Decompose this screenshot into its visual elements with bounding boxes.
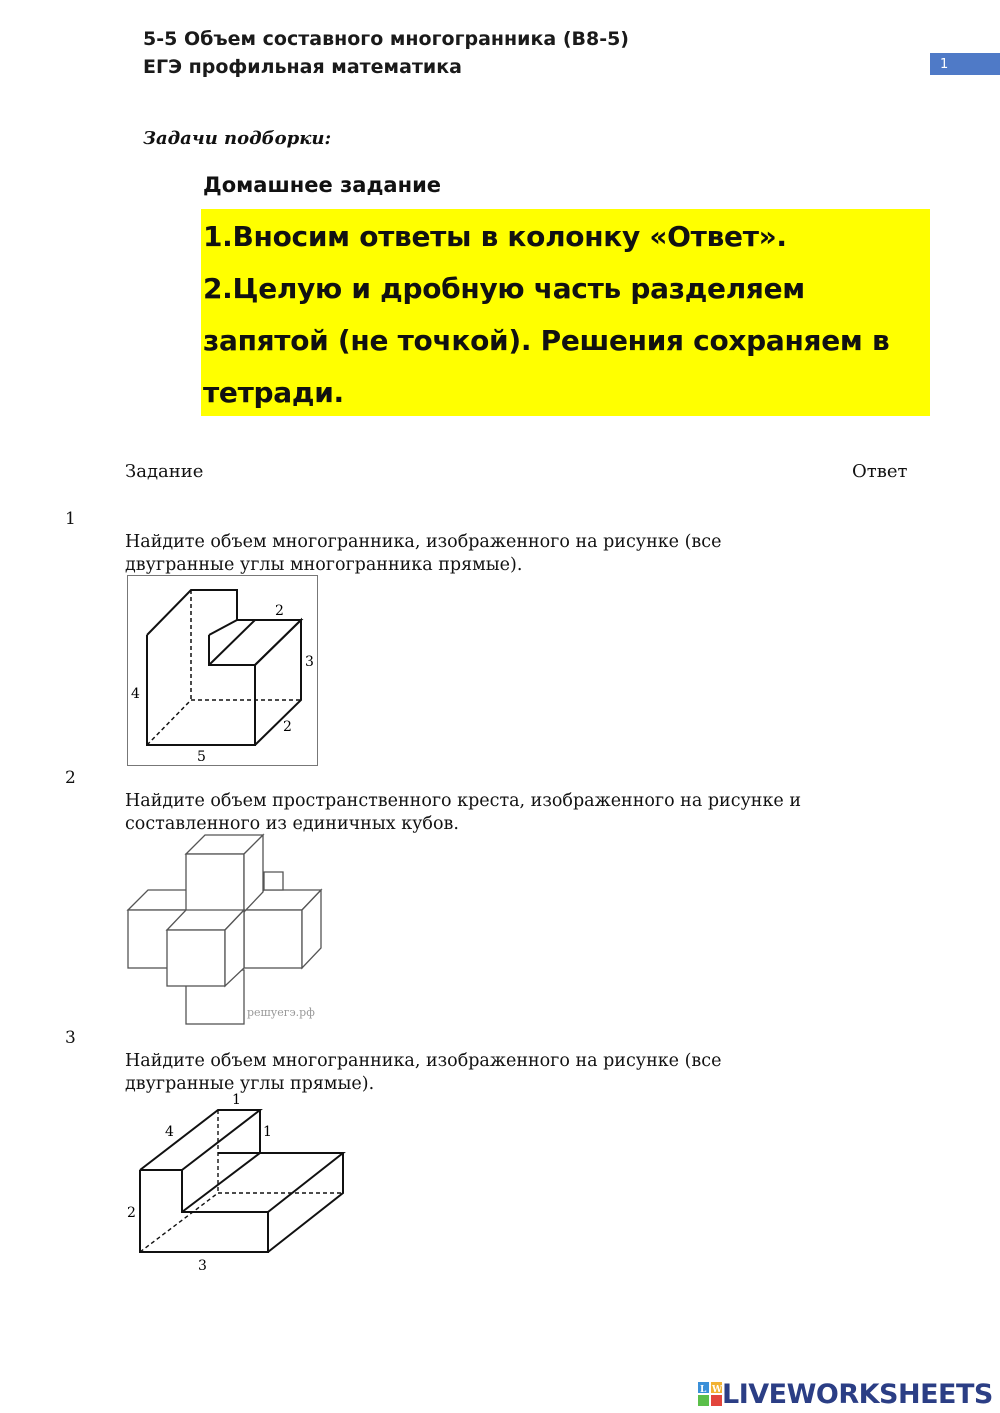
brand-name: LIVEWORKSHEETS [722, 1378, 993, 1410]
instruction-line: 1.Вносим ответы в колонку «Ответ». [203, 220, 787, 253]
logo-letter: L [700, 1385, 707, 1395]
task-text [125, 531, 721, 577]
figure-label: 5 [197, 749, 206, 765]
liveworksheets-icon [698, 1382, 722, 1406]
polyhedron-figure-1 [127, 575, 319, 767]
document-subject: ЕГЭ профильная математика [143, 56, 462, 78]
task-number: 3 [65, 1028, 76, 1048]
instruction-line: 2.Целую и дробную часть разделяем [203, 272, 805, 305]
figure-label: 4 [131, 686, 140, 702]
task-text-line: двугранные углы прямые). [125, 1074, 375, 1094]
figure-label: 2 [275, 603, 284, 619]
task-text-line: Найдите объем многогранника, изображенного на рисунке (все [125, 532, 722, 552]
document-title: 5-5 Объем составного многогранника (B8-5) [143, 28, 629, 50]
figure-label: 3 [305, 654, 314, 670]
task-text-line: Найдите объем многогранника, изображенного на рисунке (все [125, 1051, 722, 1071]
task-number: 1 [65, 509, 76, 529]
instruction-line: тетради. [203, 376, 344, 409]
homework-title: Домашнее задание [203, 173, 442, 197]
figure-label: 2 [127, 1205, 136, 1221]
task-text-line: двугранные углы многогранника прямые). [125, 555, 523, 575]
cross-figure-2 [125, 830, 325, 1028]
watermark: решуегэ.рф [247, 1006, 315, 1019]
homework-instructions [201, 209, 930, 416]
figure-label: 1 [232, 1092, 241, 1108]
page-number-badge: 1 [930, 53, 1000, 75]
task-text-line: Найдите объем пространственного креста, изображенного на рисунке и [125, 791, 801, 811]
instruction-line: запятой (не точкой). Решения сохраняем в [203, 324, 890, 357]
logo-letter: W [712, 1385, 722, 1395]
figure-label: 1 [263, 1124, 272, 1140]
figure-label: 2 [283, 719, 292, 735]
answer-column-header: Ответ [852, 461, 908, 482]
task-text-line: составленного из единичных кубов. [125, 814, 459, 834]
liveworksheets-logo[interactable] [698, 1378, 993, 1410]
figure-label: 4 [165, 1124, 174, 1140]
polyhedron-figure-3 [125, 1090, 355, 1275]
figure-label: 3 [198, 1258, 207, 1274]
collection-label: Задачи подборки: [143, 128, 332, 149]
task-number: 2 [65, 768, 76, 788]
task-column-header: Задание [125, 461, 204, 482]
